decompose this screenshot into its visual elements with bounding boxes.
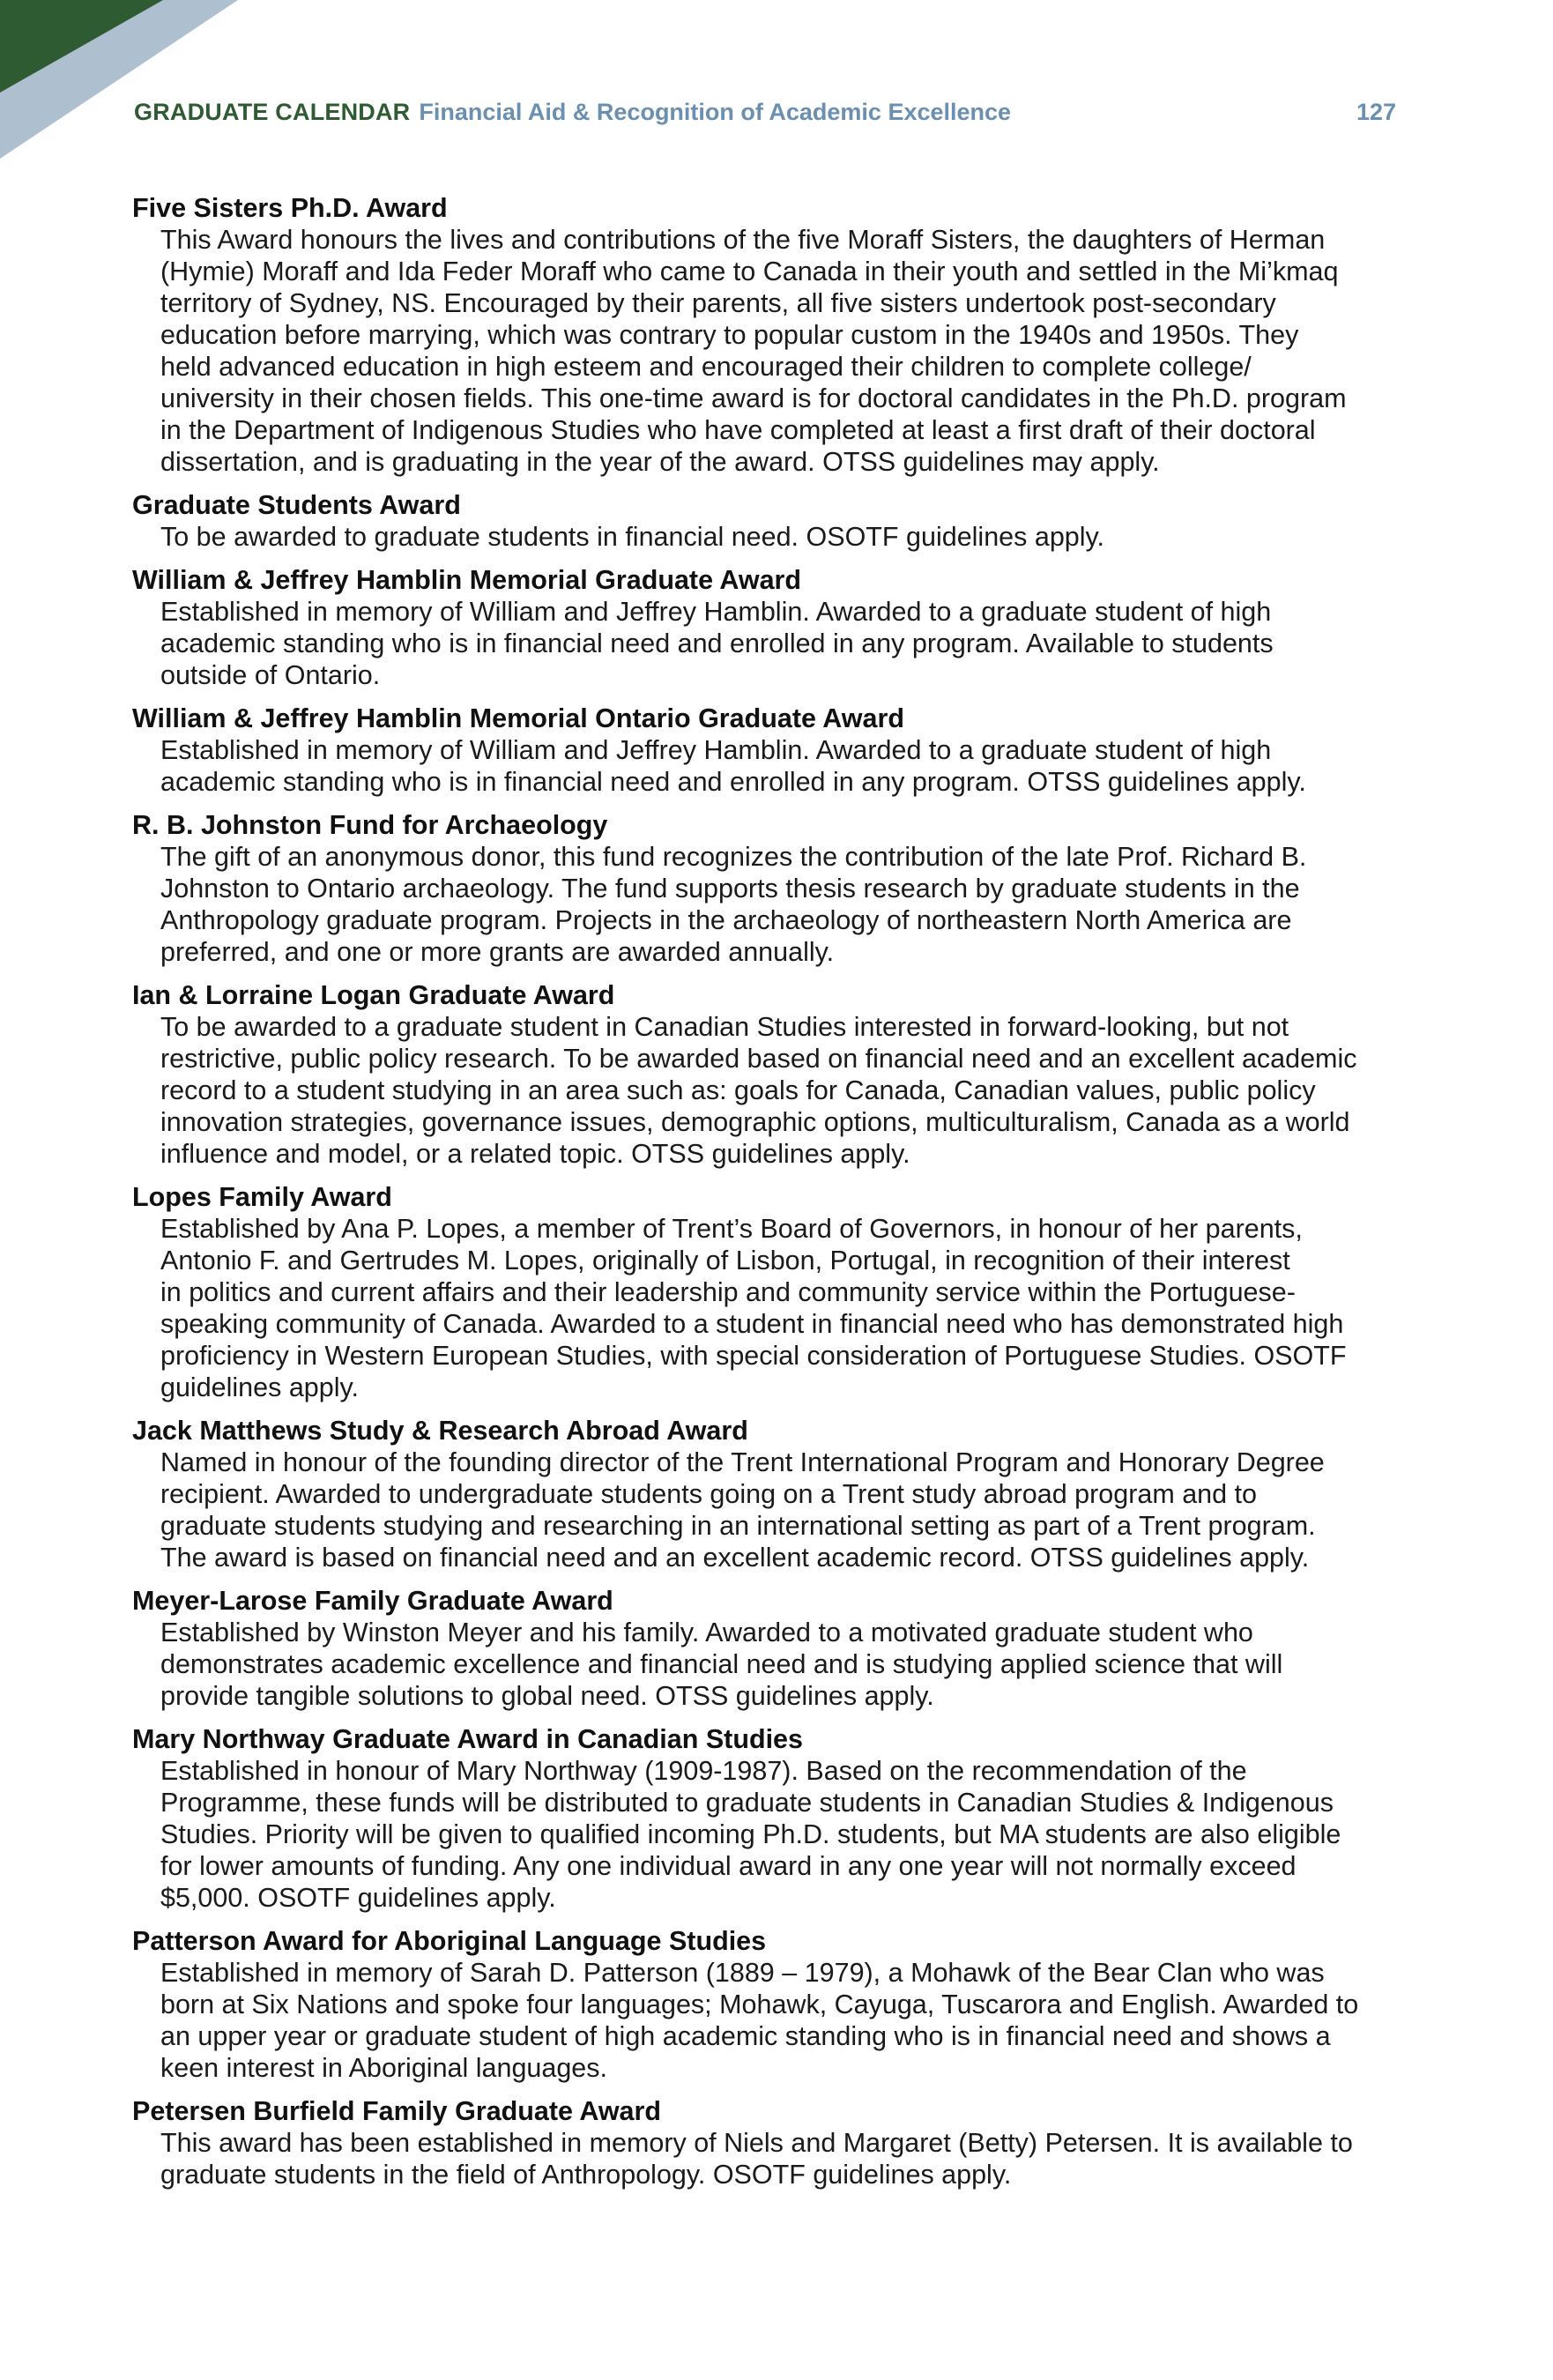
- award-description: [132, 1447, 1428, 1573]
- description-line: territory of Sydney, NS. Encouraged by their parents, all five sisters undertook post-secondary: [160, 288, 1276, 318]
- award-title: Mary Northway Graduate Award in Canadian Studies: [132, 1724, 803, 1754]
- award-title: William & Jeffrey Hamblin Memorial Graduate Award: [132, 565, 802, 595]
- description-line: guidelines apply.: [160, 1372, 359, 1402]
- description-line: innovation strategies, governance issues, demographic options, multiculturalism, Canada as a world: [160, 1107, 1350, 1137]
- description-line: Named in honour of the founding director of the Trent International Program and Honorary Degree: [160, 1447, 1325, 1477]
- awards-list: [132, 192, 1428, 2202]
- award-entry: [132, 489, 1428, 553]
- award-title: R. B. Johnston Fund for Archaeology: [132, 810, 608, 840]
- description-line: held advanced education in high esteem and encouraged their children to complete college/: [160, 352, 1252, 382]
- award-title: William & Jeffrey Hamblin Memorial Ontario Graduate Award: [132, 703, 904, 733]
- award-entry: [132, 1415, 1428, 1573]
- description-line: Established in memory of Sarah D. Patterson (1889 – 1979), a Mohawk of the Bear Clan who was: [160, 1958, 1325, 1988]
- award-title: Jack Matthews Study & Research Abroad Award: [132, 1416, 748, 1446]
- description-line: (Hymie) Moraff and Ida Feder Moraff who came to Canada in their youth and settled in the Mi’kmaq: [160, 257, 1339, 286]
- description-line: education before marrying, which was contrary to popular custom in the 1940s and 1950s. They: [160, 320, 1299, 350]
- description-line: dissertation, and is graduating in the year of the award. OTSS guidelines may apply.: [160, 447, 1160, 477]
- description-line: graduate students studying and researching in an international setting as part of a Trent program.: [160, 1511, 1316, 1541]
- header-section-title: Financial Aid & Recognition of Academic Excellence: [419, 99, 1012, 125]
- page-header: [134, 99, 1396, 126]
- description-line: To be awarded to graduate students in financial need. OSOTF guidelines apply.: [160, 522, 1104, 552]
- description-line: born at Six Nations and spoke four languages; Mohawk, Cayuga, Tuscarora and English. Awarded to: [160, 1990, 1359, 2019]
- award-description: [132, 521, 1428, 553]
- description-line: recipient. Awarded to undergraduate students going on a Trent study abroad program and to: [160, 1479, 1257, 1509]
- award-description: [132, 224, 1428, 478]
- award-title: Five Sisters Ph.D. Award: [132, 193, 448, 223]
- corner-decoration: [0, 0, 264, 159]
- description-line: academic standing who is in financial need and enrolled in any program. Available to students: [160, 628, 1274, 658]
- page-number: 127: [1356, 99, 1396, 125]
- description-line: Established by Ana P. Lopes, a member of Trent’s Board of Governors, in honour of her parents,: [160, 1214, 1303, 1244]
- award-title: Graduate Students Award: [132, 490, 461, 520]
- award-description: [132, 841, 1428, 968]
- award-entry: [132, 703, 1428, 798]
- award-entry: [132, 564, 1428, 691]
- award-entry: [132, 1925, 1428, 2084]
- description-line: To be awarded to a graduate student in Canadian Studies interested in forward-looking, but not: [160, 1012, 1289, 1042]
- description-line: This award has been established in memory of Niels and Margaret (Betty) Petersen. It is available to: [160, 2128, 1353, 2158]
- award-description: [132, 596, 1428, 691]
- award-title: Petersen Burfield Family Graduate Award: [132, 2096, 662, 2126]
- description-line: preferred, and one or more grants are awarded annually.: [160, 937, 835, 967]
- description-line: Established by Winston Meyer and his family. Awarded to a motivated graduate student who: [160, 1618, 1253, 1647]
- award-entry: [132, 1585, 1428, 1712]
- award-entry: [132, 1181, 1428, 1403]
- award-description: [132, 1755, 1428, 1914]
- description-line: Established in memory of William and Jeffrey Hamblin. Awarded to a graduate student of high: [160, 597, 1272, 627]
- description-line: $5,000. OSOTF guidelines apply.: [160, 1883, 556, 1913]
- description-line: The award is based on financial need and an excellent academic record. OTSS guidelines apply.: [160, 1543, 1310, 1573]
- award-entry: [132, 192, 1428, 478]
- award-title: Ian & Lorraine Logan Graduate Award: [132, 980, 615, 1010]
- description-line: keen interest in Aboriginal languages.: [160, 2053, 607, 2083]
- award-description: [132, 1957, 1428, 2084]
- description-line: proficiency in Western European Studies, with special consideration of Portuguese Studies. OSOTF: [160, 1341, 1347, 1371]
- description-line: Studies. Priority will be given to qualified incoming Ph.D. students, but MA students are also eligible: [160, 1819, 1341, 1849]
- description-line: outside of Ontario.: [160, 660, 381, 690]
- description-line: demonstrates academic excellence and financial need and is studying applied science that will: [160, 1649, 1283, 1679]
- award-entry: [132, 1723, 1428, 1914]
- description-line: in the Department of Indigenous Studies who have completed at least a first draft of their doctoral: [160, 415, 1316, 445]
- award-description: [132, 2127, 1428, 2190]
- award-title: Meyer-Larose Family Graduate Award: [132, 1586, 613, 1616]
- award-description: [132, 734, 1428, 798]
- description-line: Established in memory of William and Jeffrey Hamblin. Awarded to a graduate student of high: [160, 735, 1272, 765]
- award-description: [132, 1213, 1428, 1403]
- description-line: This Award honours the lives and contributions of the five Moraff Sisters, the daughters of Herman: [160, 225, 1326, 255]
- description-line: restrictive, public policy research. To be awarded based on financial need and an excellent academic: [160, 1044, 1357, 1074]
- description-line: influence and model, or a related topic. OTSS guidelines apply.: [160, 1139, 910, 1169]
- award-description: [132, 1011, 1428, 1170]
- description-line: academic standing who is in financial need and enrolled in any program. OTSS guidelines apply.: [160, 767, 1306, 797]
- description-line: graduate students in the field of Anthropology. OSOTF guidelines apply.: [160, 2160, 1012, 2190]
- description-line: Programme, these funds will be distributed to graduate students in Canadian Studies & Indigenous: [160, 1788, 1334, 1818]
- award-title: Lopes Family Award: [132, 1182, 392, 1212]
- description-line: in politics and current affairs and their leadership and community service within the Portuguese-: [160, 1277, 1296, 1307]
- award-entry: [132, 2095, 1428, 2190]
- description-line: The gift of an anonymous donor, this fund recognizes the contribution of the late Prof. Richard B.: [160, 842, 1307, 872]
- description-line: Johnston to Ontario archaeology. The fund supports thesis research by graduate students in the: [160, 874, 1300, 904]
- award-entry: [132, 979, 1428, 1170]
- award-entry: [132, 809, 1428, 968]
- award-description: [132, 1617, 1428, 1712]
- description-line: speaking community of Canada. Awarded to a student in financial need who has demonstrated high: [160, 1309, 1344, 1339]
- header-brand: GRADUATE CALENDAR: [134, 99, 411, 125]
- description-line: for lower amounts of funding. Any one individual award in any one year will not normally exceed: [160, 1851, 1297, 1881]
- description-line: provide tangible solutions to global need. OTSS guidelines apply.: [160, 1681, 934, 1711]
- description-line: an upper year or graduate student of high academic standing who is in financial need and shows a: [160, 2021, 1331, 2051]
- description-line: Antonio F. and Gertrudes M. Lopes, originally of Lisbon, Portugal, in recognition of their interest: [160, 1246, 1290, 1276]
- award-title: Patterson Award for Aboriginal Language Studies: [132, 1926, 767, 1956]
- description-line: Anthropology graduate program. Projects in the archaeology of northeastern North America are: [160, 905, 1292, 935]
- description-line: university in their chosen fields. This one-time award is for doctoral candidates in the Ph.D. program: [160, 383, 1347, 413]
- description-line: Established in honour of Mary Northway (1909-1987). Based on the recommendation of the: [160, 1756, 1247, 1786]
- description-line: record to a student studying in an area such as: goals for Canada, Canadian values, public policy: [160, 1075, 1316, 1105]
